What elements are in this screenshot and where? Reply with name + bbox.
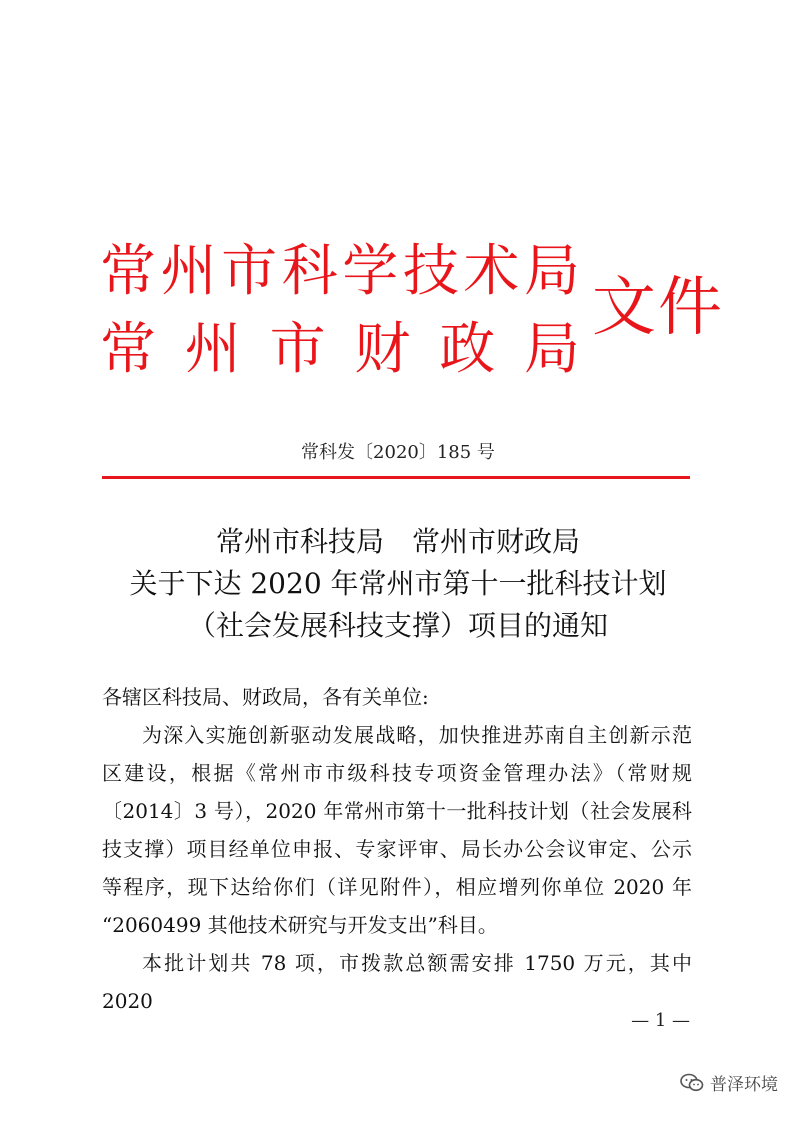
document-word: 文件 (592, 271, 724, 345)
title-line-2: 关于下达 2020 年常州市第十一批科技计划 (129, 567, 667, 600)
title-line-3: （社会发展科技支撑）项目的通知 (187, 609, 608, 642)
agency-name-line-1: 常 州 市 科 学 技 术 局 (100, 239, 580, 304)
watermark (680, 1070, 778, 1095)
paragraph-1-line: 区建设，根据《常州市市级科技专项资金管理办法》（常财规 (102, 761, 692, 785)
wechat-icon (680, 1073, 704, 1093)
paragraph-1-line: “2060499 其他技术研究与开发支出”科目。 (102, 913, 498, 937)
agency-name-line-2: 常 州 市 财 政 局 (100, 317, 580, 382)
title-line-1: 常州市科技局 常州市财政局 (215, 525, 580, 558)
watermark-text: 普泽环境 (710, 1075, 778, 1095)
paragraph-1-line: 技支撑）项目经单位申报、专家评审、局长办公会议审定、公示 (102, 837, 692, 861)
paragraph-1-line: 为深入实施创新驱动发展战略，加快推进苏南自主创新示范 (142, 723, 692, 747)
salutation: 各辖区科技局、财政局，各有关单位: (102, 685, 429, 709)
paragraph-2-line: 本批计划共 78 项，市拨款总额需安排 1750 万元，其中 2020 (102, 951, 692, 1013)
page-number: — 1 — (631, 1010, 690, 1031)
paragraph-1-line: 〔2014〕3 号），2020 年常州市第十一批科技计划（社会发展科 (102, 799, 692, 823)
document-number: 常科发〔2020〕185 号 (301, 442, 495, 463)
paragraph-1-line: 等程序，现下达给你们（详见附件），相应增列你单位 2020 年 (102, 875, 692, 899)
red-divider (102, 476, 690, 479)
